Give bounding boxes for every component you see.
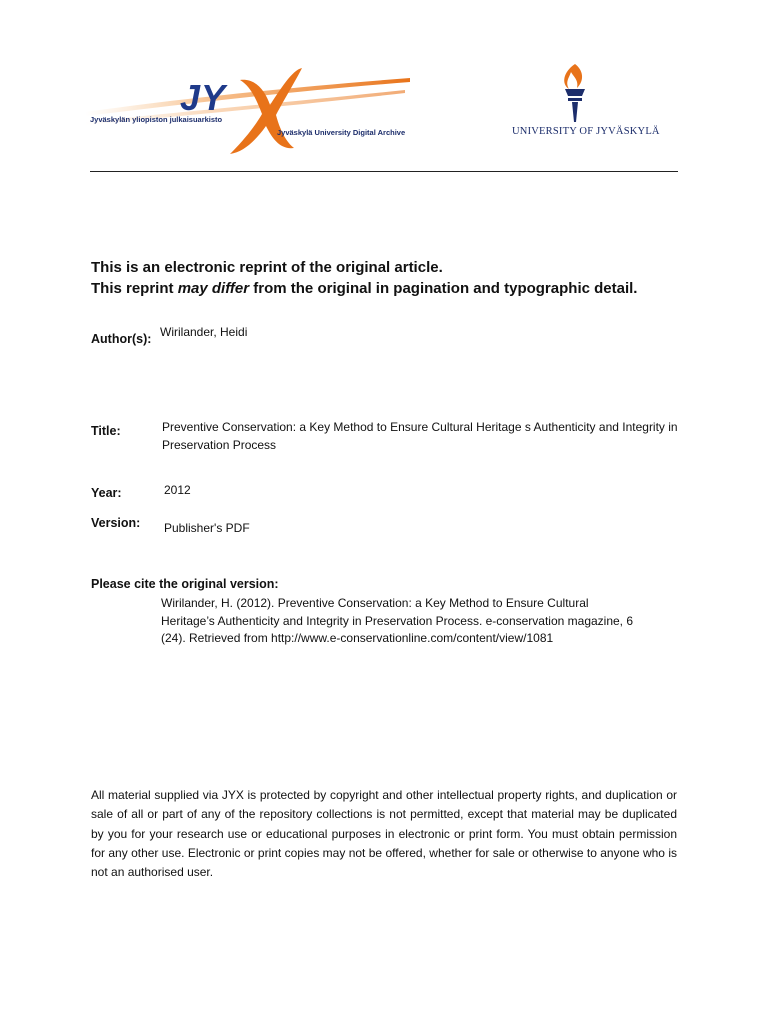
author-value: Wirilander, Heidi (160, 325, 248, 339)
copyright-notice: All material supplied via JYX is protected by copyright and other intellectual property rights, and duplication or sale of all or part of any of the repository collections is not permitted, except that material may be duplicated by you for your research use or educational purposes in electronic or print form. You must obtain permission for any other use. Electronic or print copies may not be offered, whether for sale or otherwise to anyone who is not an authorised user. (91, 788, 677, 880)
university-name: UNIVERSITY OF JYVÄSKYLÄ (512, 126, 660, 137)
year-label: Year: (91, 486, 122, 500)
notice-emphasis: may differ (177, 280, 250, 297)
citation-text: Wirilander, H. (2012). Preventive Conservation: a Key Method to Ensure Cultural Heritage’s Authenticity and Integrity in Preservation Process. e-conservation magazine, 6 (24). Retrieved from http://www.e-conservationline.com/content/view/1081 (161, 596, 634, 645)
notice-text-before: This reprint (91, 280, 178, 297)
torch-icon (555, 62, 595, 124)
author-label: Author(s): (91, 332, 152, 346)
title-label: Title: (91, 424, 121, 438)
citation-heading: Please cite the original version: (91, 577, 279, 591)
reprint-notice-line-1: This is an electronic reprint of the original article. (91, 259, 443, 276)
jyx-mark-text: JY (180, 77, 227, 118)
title-value: Preventive Conservation: a Key Method to Ensure Cultural Heritage s Authenticity and Integrity in Preservation Process (162, 420, 678, 452)
university-logo (500, 62, 660, 146)
year-value: 2012 (164, 483, 191, 497)
version-label: Version: (91, 516, 141, 530)
version-value: Publisher's PDF (164, 521, 250, 535)
jyx-english-name: Jyväskylä University Digital Archive (277, 128, 406, 137)
jyx-swoosh-graphic (80, 60, 420, 156)
notice-text-after: from the original in pagination and typographic detail. (249, 280, 638, 297)
jyx-logo (80, 60, 420, 156)
reprint-notice-line-2 (91, 280, 637, 297)
header-divider (90, 171, 678, 172)
jyx-finnish-name: Jyväskylän yliopiston julkaisuarkisto (90, 115, 223, 124)
